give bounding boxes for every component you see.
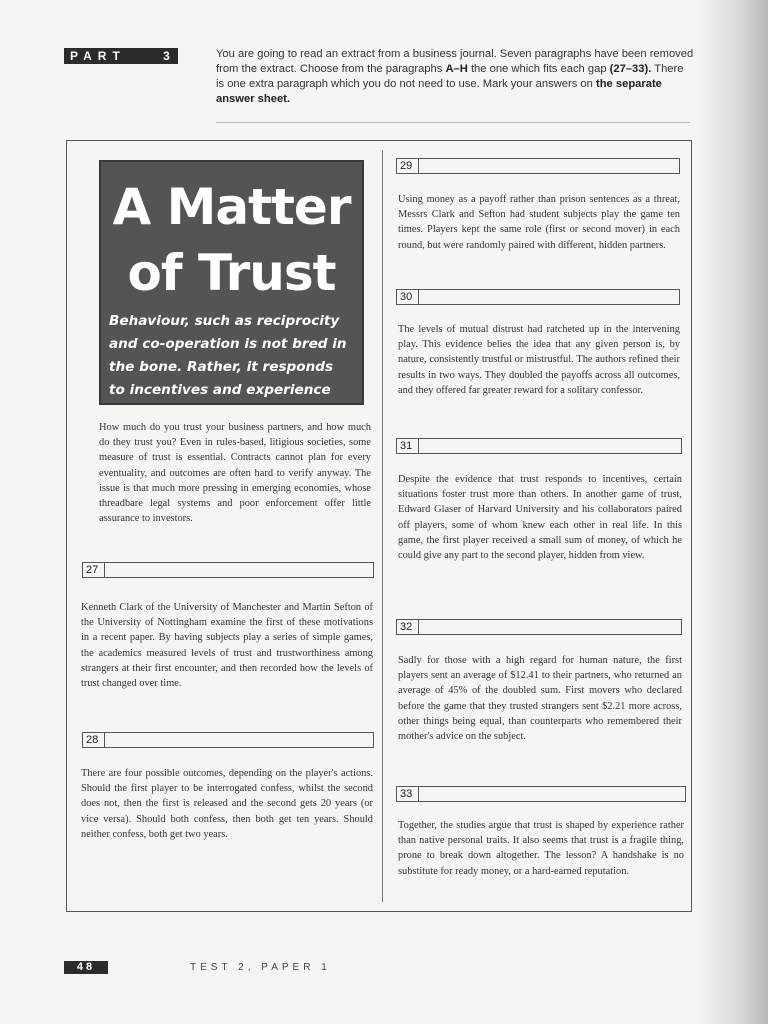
gap-32-box[interactable]: 32 — [396, 619, 682, 635]
header-rule — [216, 122, 690, 123]
gap-29-box[interactable]: 29 — [396, 158, 680, 174]
page-edge-shadow — [698, 0, 768, 1024]
title-box — [99, 160, 364, 405]
instructions: You are going to read an extract from a business journal. Seven paragraphs have been removed from the extract. Choose from the paragraphs A–H the one which fits each gap (27–33). There is one extra paragraph which you do not need to use. Mark your answers on the separate answer sheet. — [216, 48, 694, 105]
article-subtitle: Behaviour, such as reciprocity and co-operation is not bred in the bone. Rather, it responds to incentives and experience — [109, 313, 347, 398]
paragraph-after-30: The levels of mutual distrust had ratcheted up in the intervening play. This evidence belies the idea that any given person is, by nature, consistently trustful or mistrustful. The authors refined their results in two ways. They doubled the payoffs across all outcomes, and they offered far greater reward for a solitary confessor. — [398, 324, 680, 396]
paragraph-after-33: Together, the studies argue that trust is shaped by experience rather than native personal traits. It also seems that trust is a fragile thing, prone to break down altogether. The lesson? A handshake is no substitute for ready money, or a hard-earned reputation. — [398, 820, 684, 877]
article-title: A Matter of Trust — [112, 178, 351, 302]
paragraph-after-31: Despite the evidence that trust responds to incentives, certain situations foster trust more than others. In another game of trust, Edward Glaser of Harvard University and his collaborators paired off players, some of whom knew each other in real life. In this game, the first player received a small sum of money, of which he could give any part to the second player, hidden from view. — [398, 474, 682, 562]
gap-33-box[interactable]: 33 — [396, 786, 686, 802]
paragraph-after-32: Sadly for those with a high regard for human nature, the first players sent an average of $12.41 to their partners, who returned an average of 45% of the doubled sum. First movers who declared before the game that they trusted strangers sent $2.21 more across, other things being equal, than counterparts who remembered their mother's advice on the subject. — [398, 655, 682, 743]
gap-31-box[interactable]: 31 — [396, 438, 682, 454]
gap-27-box[interactable]: 27 — [82, 562, 374, 578]
paragraph-after-28: There are four possible outcomes, depending on the player's actions. Should the first player to be interrogated confess, whilst the second does not, then the first is released and the second gets 20 years (or vice versa). Should both confess, then both get ten years. Should neither confess, both get two years. — [81, 768, 373, 840]
intro-paragraph: How much do you trust your business partners, and how much do they trust you? Even in rules-based, litigious societies, some measure of trust is essential. Contracts cannot plan for every eventuality, and outcomes are often hard to verify anyway. The issue is that much more pressing in emerging economies, whose threadbare legal systems and poor enforcement offer little assurance to investors. — [99, 422, 371, 525]
part-label: PART 3 — [64, 48, 178, 64]
paragraph-after-27: Kenneth Clark of the University of Manchester and Martin Sefton of the University of Nottingham examine the first of these motivations in a recent paper. By having subjects play a series of simple games, the academics measured levels of trust and trustworthiness among strangers at their first encounter, and then recorded how the levels of trust changed over time. — [81, 602, 373, 690]
page-number: 48 — [64, 961, 108, 974]
footer-label: TEST 2, PAPER 1 — [190, 962, 331, 973]
paragraph-after-29: Using money as a payoff rather than prison sentences as a threat, Messrs Clark and Sefton had student subjects play the game ten times. Players kept the same role (first or second mover) in each round, but were randomly paired with different, hidden partners. — [398, 194, 680, 251]
gap-28-box[interactable]: 28 — [82, 732, 374, 748]
gap-30-box[interactable]: 30 — [396, 289, 680, 305]
column-divider — [382, 150, 383, 902]
